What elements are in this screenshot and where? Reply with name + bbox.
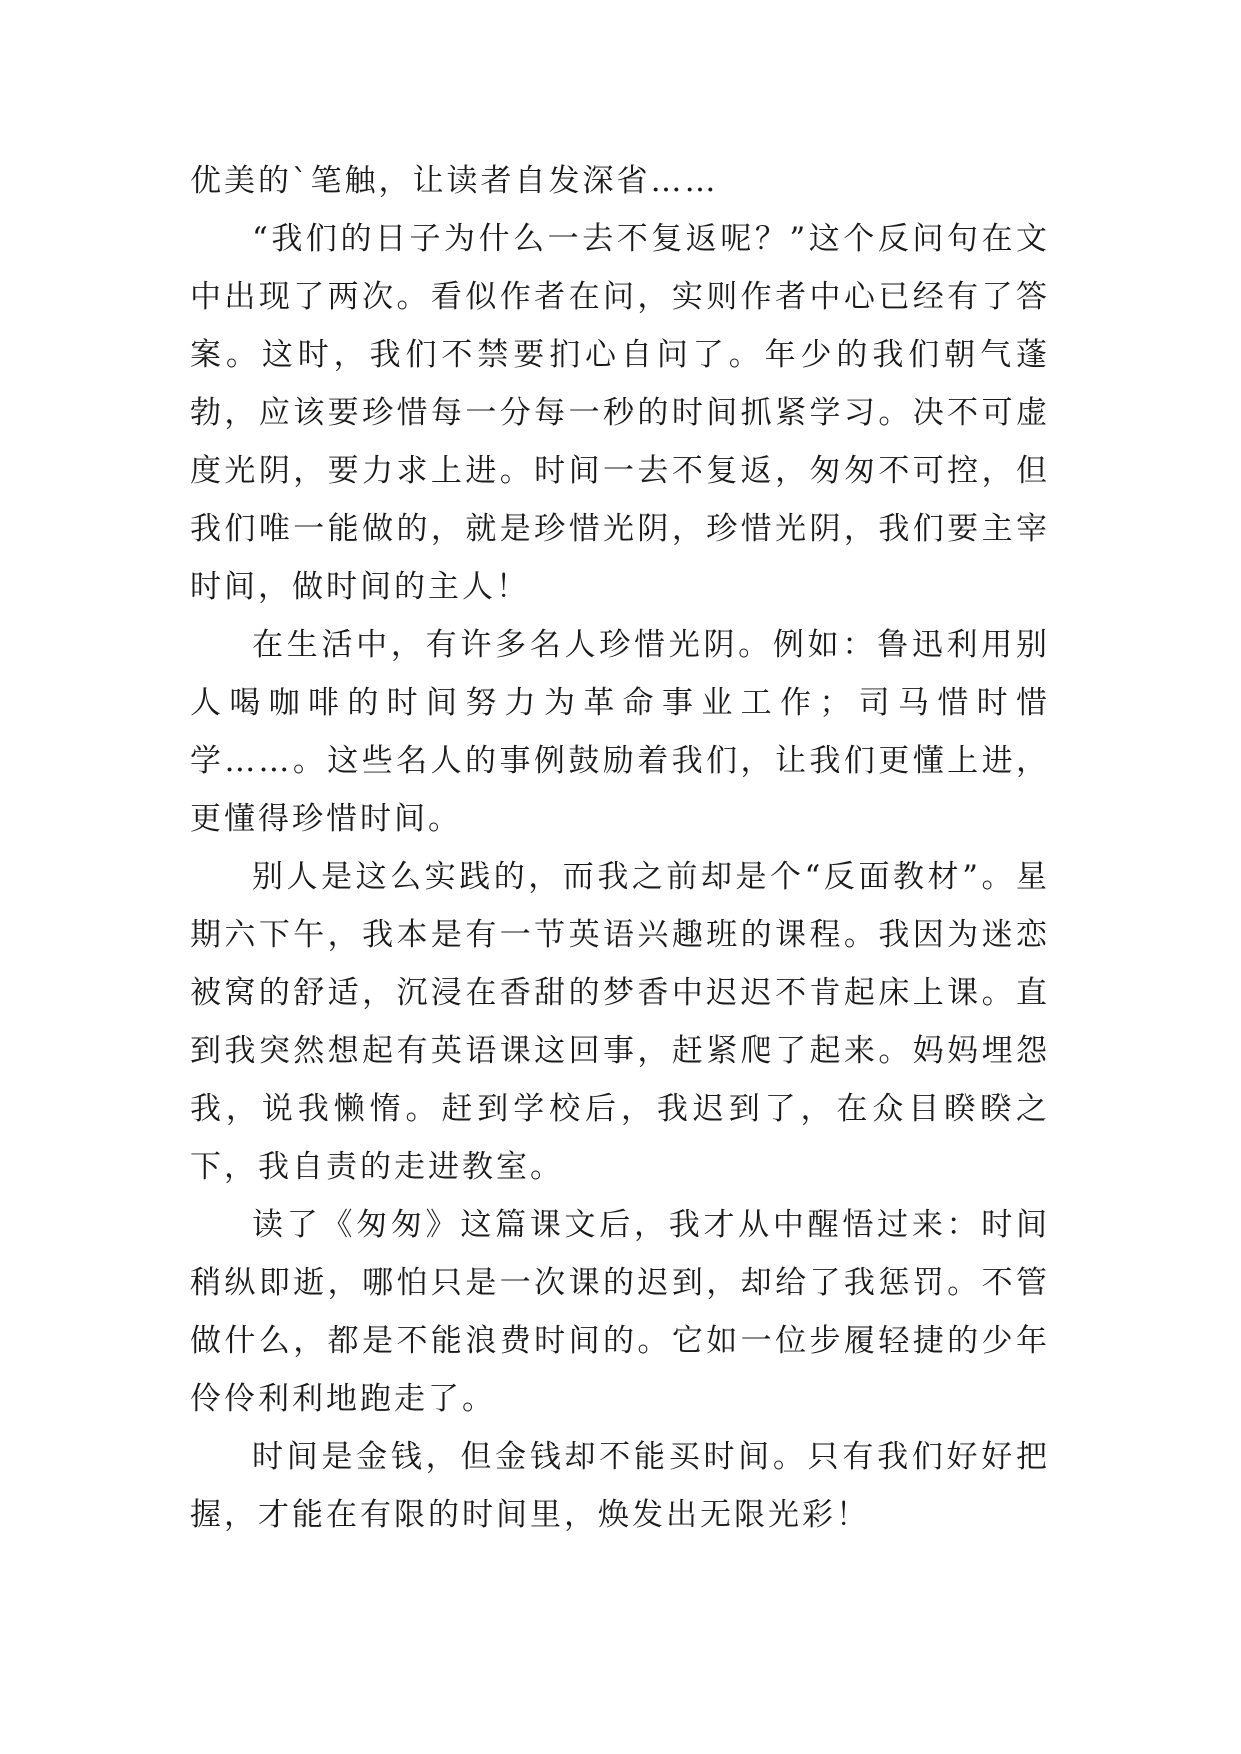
paragraph-conclusion: 时间是金钱，但金钱却不能买时间。只有我们好好把握，才能在有限的时间里，焕发出无限光彩！ <box>190 1439 1050 1533</box>
paragraph-reflection: 读了《匆匆》这篇课文后，我才从中醒悟过来：时间稍纵即逝，哪怕只是一次课的迟到，却给了我惩罚。不管做什么，都是不能浪费时间的。它如一位步履轻捷的少年伶伶利利地跑走了。 <box>190 1207 1050 1417</box>
paragraph-rhetorical-question: “我们的日子为什么一去不复返呢？”这个反问句在文中出现了两次。看似作者在问，实则作者中心已经有了答案。这时，我们不禁要扪心自问了。年少的我们朝气蓬勃，应该要珍惜每一分每一秒的时间抓紧学习。决不可虚度光阴，要力求上进。时间一去不复返，匆匆不可控，但我们唯一能做的，就是珍惜光阴，珍惜光阴，我们要主宰时间，做时间的主人！ <box>190 221 1050 605</box>
paragraph-famous-people: 在生活中，有许多名人珍惜光阴。例如：鲁迅利用别人喝咖啡的时间努力为革命事业工作；司马惜时惜学……。这些名人的事例鼓励着我们，让我们更懂上进，更懂得珍惜时间。 <box>190 627 1050 837</box>
essay-body <box>190 152 1050 1544</box>
paragraph-continuation: 优美的`笔触，让读者自发深省…… <box>190 163 719 199</box>
paragraph-personal-story: 别人是这么实践的，而我之前却是个“反面教材”。星期六下午，我本是有一节英语兴趣班的课程。我因为迷恋被窝的舒适，沉浸在香甜的梦香中迟迟不肯起床上课。直到我突然想起有英语课这回事，赶紧爬了起来。妈妈埋怨我，说我懒惰。赶到学校后，我迟到了，在众目睽睽之下，我自责的走进教室。 <box>190 859 1050 1185</box>
